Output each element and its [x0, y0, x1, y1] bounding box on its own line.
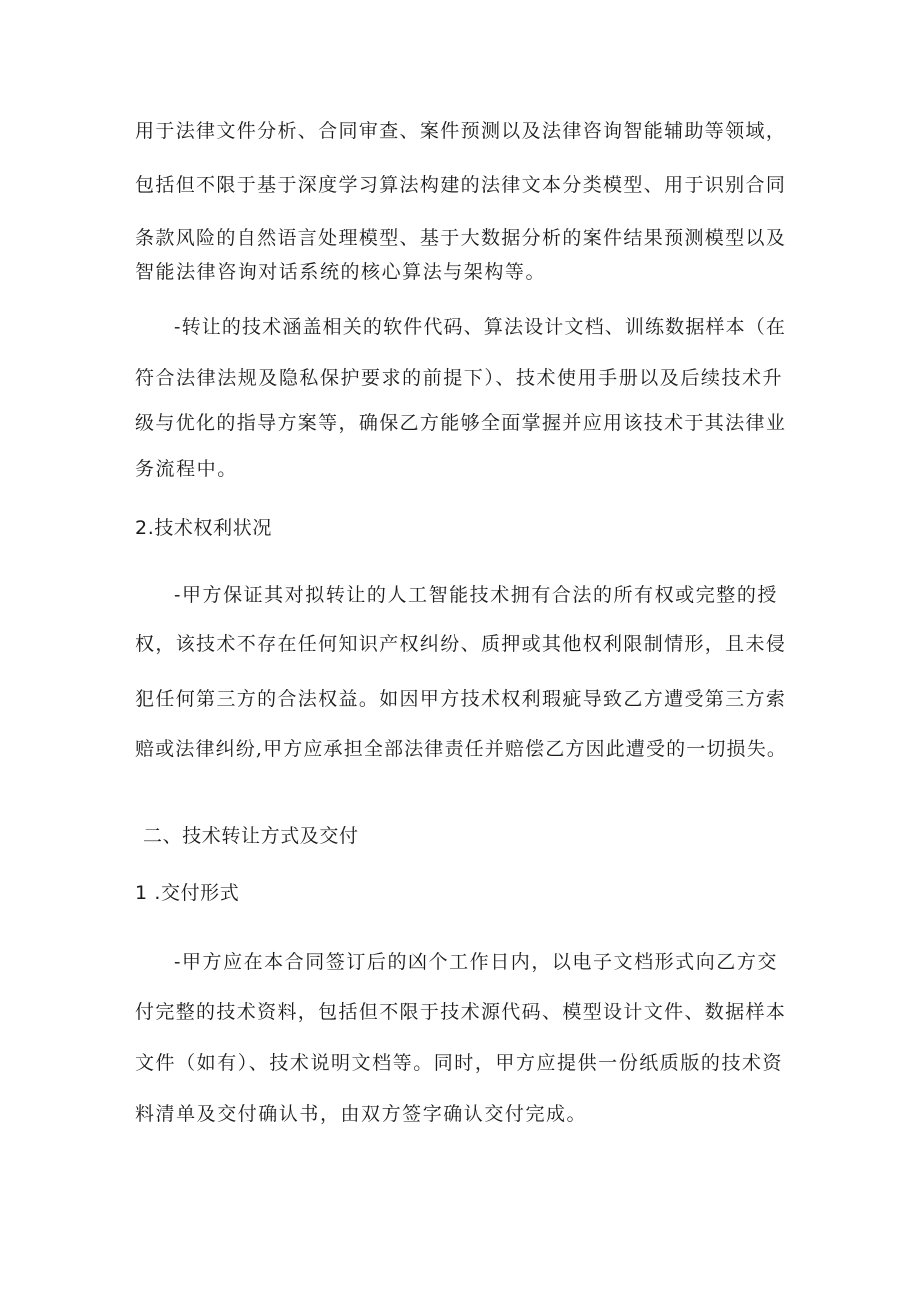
paragraph-line: 料清单及交付确认书，由双方签字确认交付完成。 — [135, 1103, 588, 1125]
paragraph-line: 智能法律咨询对话系统的核心算法与架构等。 — [135, 261, 547, 283]
paragraph-line: 务流程中。 — [135, 458, 238, 480]
paragraph-line: 犯任何第三方的合法权益。如因甲方技术权利瑕疵导致乙方遭受第三方索 — [135, 688, 787, 710]
paragraph-line: 权，该技术不存在任何知识产权纠纷、质押或其他权利限制情形，且未侵 — [135, 633, 787, 655]
paragraph-line: 包括但不限于基于深度学习算法构建的法律文本分类模型、用于识别合同 — [135, 174, 787, 196]
paragraph-line: 符合法律法规及隐私保护要求的前提下）、技术使用手册以及后续技术升 — [135, 367, 784, 389]
paragraph-line: 付完整的技术资料，包括但不限于技术源代码、模型设计文件、数据样本 — [135, 1001, 787, 1023]
paragraph-line: 文件（如有）、技术说明文档等。同时，甲方应提供一份纸质版的技术资 — [135, 1052, 784, 1074]
paragraph-line: -甲方保证其对拟转让的人工智能技术拥有合法的所有权或完整的授 — [174, 584, 778, 606]
paragraph-line: -转让的技术涵盖相关的软件代码、算法设计文档、训练数据样本（在 — [174, 316, 787, 338]
paragraph-line: 赔或法律纠纷,甲方应承担全部法律责任并赔偿乙方因此遭受的一切损失。 — [135, 738, 787, 760]
paragraph-line: -甲方应在本合同签订后的凶个工作日内，以电子文档形式向乙方交 — [174, 951, 778, 973]
section-title-transfer: 二、技术转让方式及交付 — [143, 825, 359, 847]
paragraph-line: 级与优化的指导方案等，确保乙方能够全面掌握并应用该技术于其法律业 — [135, 412, 787, 434]
subsection-heading-delivery: 1 .交付形式 — [135, 882, 240, 904]
paragraph-line: 用于法律文件分析、合同审查、案件预测以及法律咨询智能辅助等领域， — [135, 120, 787, 142]
paragraph-line: 条款风险的自然语言处理模型、基于大数据分析的案件结果预测模型以及 — [135, 227, 787, 249]
subsection-heading-rights: 2.技术权利状况 — [135, 517, 272, 539]
